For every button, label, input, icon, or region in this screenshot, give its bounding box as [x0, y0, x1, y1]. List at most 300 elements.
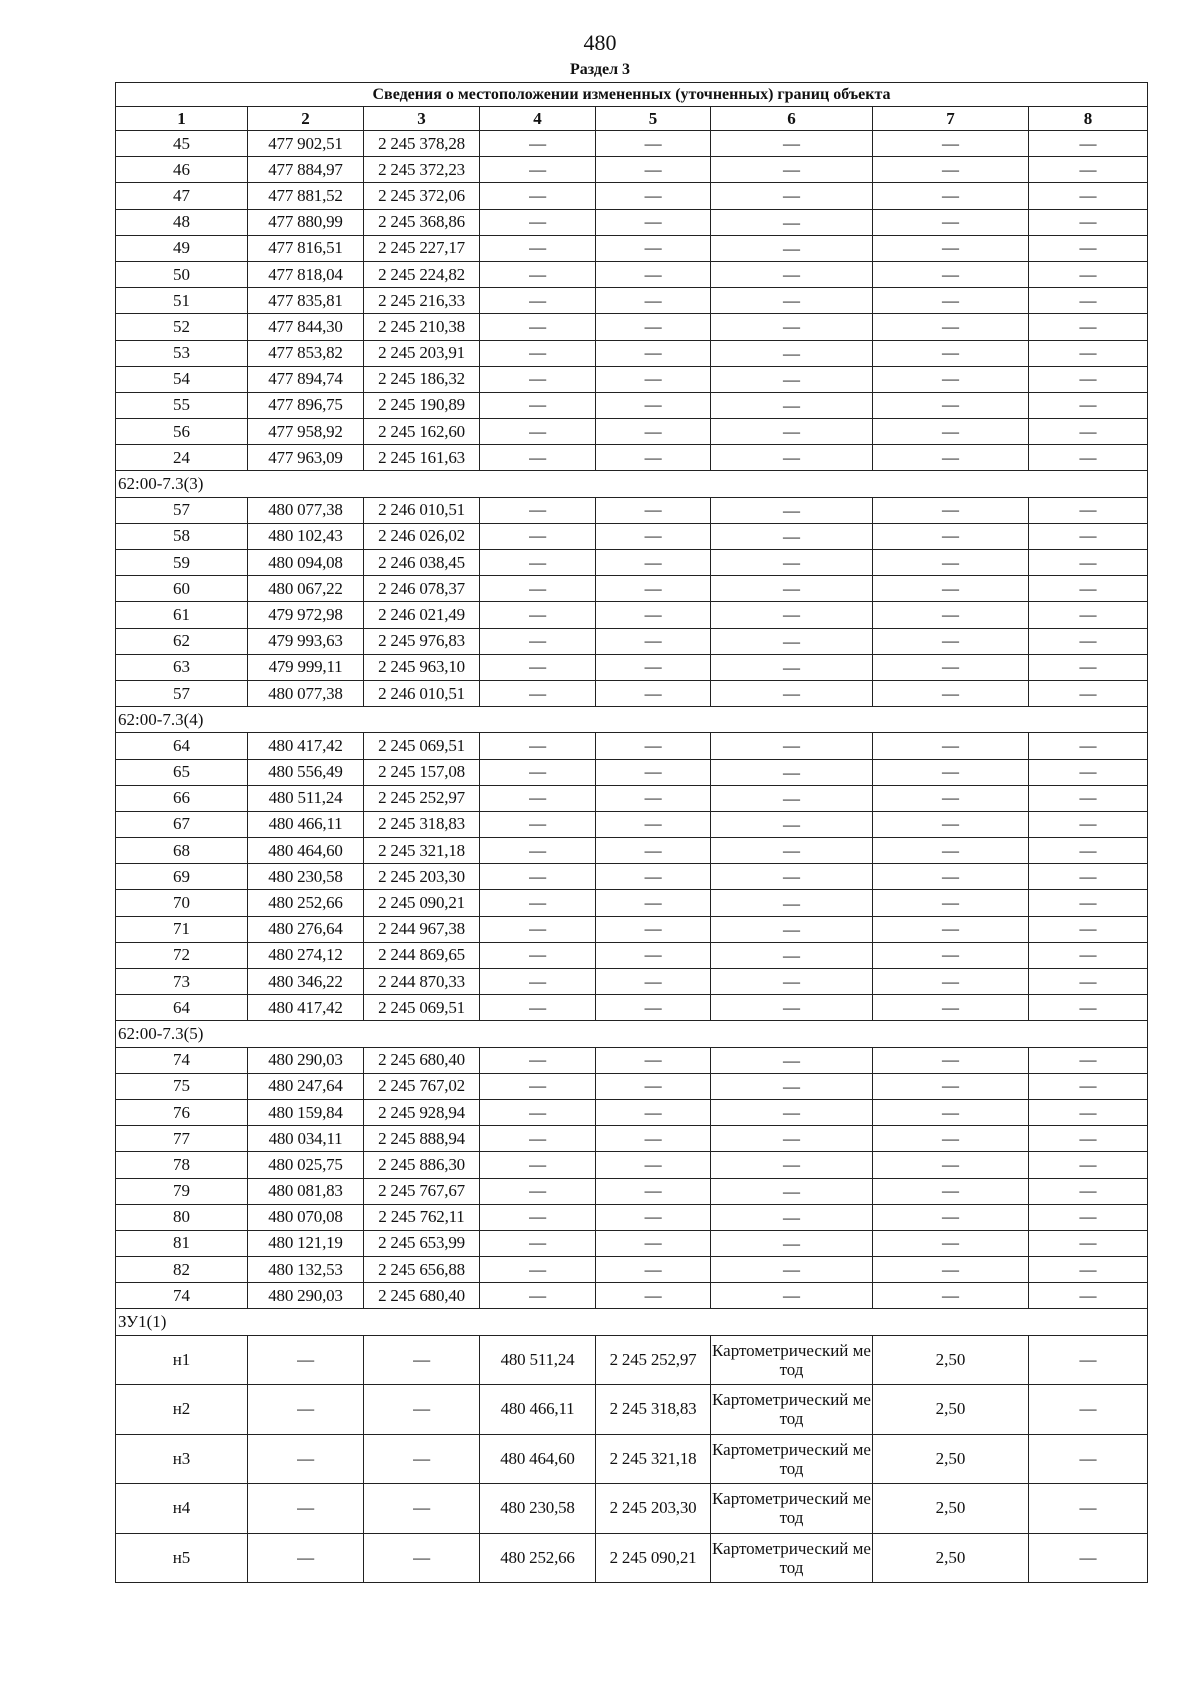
method-cell: —: [711, 890, 873, 916]
cell-col-8: —: [1029, 995, 1148, 1021]
table-row: [116, 864, 1148, 890]
column-header-1: 1: [116, 107, 248, 131]
cell-col-4: —: [480, 261, 596, 287]
point-number-cell: 70: [116, 890, 248, 916]
method-cell: Картометрический метод: [711, 1533, 873, 1583]
method-cell: —: [711, 419, 873, 445]
point-number-cell: 73: [116, 969, 248, 995]
cell-col-2: 480 067,22: [248, 576, 364, 602]
boundary-coordinates-table: [115, 82, 1148, 1583]
method-cell: —: [711, 209, 873, 235]
cell-col-7: —: [873, 1204, 1029, 1230]
cell-col-2: —: [248, 1484, 364, 1534]
cell-col-5: —: [596, 942, 711, 968]
method-cell: —: [711, 1283, 873, 1309]
cell-col-5: —: [596, 1283, 711, 1309]
cell-col-5: —: [596, 890, 711, 916]
cell-col-4: —: [480, 157, 596, 183]
cell-col-8: —: [1029, 1047, 1148, 1073]
point-number-cell: 74: [116, 1047, 248, 1073]
point-number-cell: 52: [116, 314, 248, 340]
cell-col-5: —: [596, 209, 711, 235]
cell-col-7: —: [873, 340, 1029, 366]
cell-col-5: 2 245 090,21: [596, 1533, 711, 1583]
method-cell: —: [711, 1178, 873, 1204]
table-row: [116, 157, 1148, 183]
group-header-row: [116, 471, 1148, 497]
cell-col-4: —: [480, 916, 596, 942]
cell-col-8: —: [1029, 261, 1148, 287]
cell-col-3: 2 245 653,99: [364, 1230, 480, 1256]
table-row: [116, 419, 1148, 445]
group-header-row: [116, 1021, 1148, 1047]
cell-col-5: —: [596, 785, 711, 811]
point-number-cell: 79: [116, 1178, 248, 1204]
point-number-cell: 77: [116, 1126, 248, 1152]
cell-col-4: —: [480, 576, 596, 602]
column-header-2: 2: [248, 107, 364, 131]
table-title: Сведения о местоположении измененных (уточненных) границ объекта: [116, 83, 1148, 107]
point-number-cell: 68: [116, 838, 248, 864]
method-cell: —: [711, 366, 873, 392]
cell-col-7: —: [873, 157, 1029, 183]
cell-col-4: —: [480, 366, 596, 392]
cell-col-7: —: [873, 183, 1029, 209]
cell-col-5: —: [596, 1204, 711, 1230]
cell-col-2: 477 963,09: [248, 445, 364, 471]
cell-col-8: —: [1029, 157, 1148, 183]
cell-col-3: 2 245 372,06: [364, 183, 480, 209]
cell-col-2: 477 835,81: [248, 288, 364, 314]
cell-col-7: —: [873, 366, 1029, 392]
cell-col-4: —: [480, 1204, 596, 1230]
point-number-cell: 74: [116, 1283, 248, 1309]
cell-col-2: 480 077,38: [248, 497, 364, 523]
cell-col-3: 2 245 976,83: [364, 628, 480, 654]
point-number-cell: 75: [116, 1073, 248, 1099]
cell-col-2: —: [248, 1434, 364, 1484]
cell-col-3: 2 245 680,40: [364, 1283, 480, 1309]
cell-col-2: —: [248, 1533, 364, 1583]
point-number-cell: 53: [116, 340, 248, 366]
cell-col-7: —: [873, 628, 1029, 654]
cell-col-3: 2 245 227,17: [364, 235, 480, 261]
group-header-row: [116, 1309, 1148, 1335]
table-row: [116, 759, 1148, 785]
cell-col-3: 2 245 378,28: [364, 131, 480, 157]
table-row: [116, 1434, 1148, 1484]
cell-col-3: 2 245 886,30: [364, 1152, 480, 1178]
table-row: [116, 131, 1148, 157]
table-row: [116, 366, 1148, 392]
point-number-cell: 49: [116, 235, 248, 261]
cell-col-7: —: [873, 1178, 1029, 1204]
cell-col-3: —: [364, 1533, 480, 1583]
cell-col-2: 477 853,82: [248, 340, 364, 366]
cell-col-3: 2 246 078,37: [364, 576, 480, 602]
cell-col-4: 480 252,66: [480, 1533, 596, 1583]
cell-col-5: —: [596, 288, 711, 314]
table-row: [116, 628, 1148, 654]
point-number-cell: 78: [116, 1152, 248, 1178]
method-cell: —: [711, 680, 873, 706]
cell-col-4: 480 230,58: [480, 1484, 596, 1534]
cell-col-8: —: [1029, 523, 1148, 549]
group-label: 62:00-7.3(3): [116, 471, 1148, 497]
cell-col-5: —: [596, 523, 711, 549]
column-header-4: 4: [480, 107, 596, 131]
table-row: [116, 235, 1148, 261]
cell-col-2: 480 466,11: [248, 811, 364, 837]
cell-col-8: —: [1029, 183, 1148, 209]
method-cell: —: [711, 602, 873, 628]
cell-col-5: —: [596, 497, 711, 523]
cell-col-8: —: [1029, 942, 1148, 968]
cell-col-7: —: [873, 523, 1029, 549]
table-row: [116, 995, 1148, 1021]
method-cell: Картометрический метод: [711, 1434, 873, 1484]
table-row: [116, 314, 1148, 340]
method-cell: Картометрический метод: [711, 1335, 873, 1385]
cell-col-5: —: [596, 680, 711, 706]
cell-col-3: 2 244 870,33: [364, 969, 480, 995]
cell-col-4: —: [480, 235, 596, 261]
cell-col-8: —: [1029, 1073, 1148, 1099]
cell-col-8: —: [1029, 733, 1148, 759]
cell-col-3: 2 245 680,40: [364, 1047, 480, 1073]
table-title-row: [116, 83, 1148, 107]
cell-col-8: —: [1029, 838, 1148, 864]
cell-col-3: 2 246 038,45: [364, 550, 480, 576]
cell-col-2: 480 121,19: [248, 1230, 364, 1256]
table-row: [116, 602, 1148, 628]
cell-col-8: —: [1029, 1126, 1148, 1152]
cell-col-2: 477 884,97: [248, 157, 364, 183]
cell-col-2: 480 034,11: [248, 1126, 364, 1152]
table-row: [116, 1152, 1148, 1178]
cell-col-4: 480 511,24: [480, 1335, 596, 1385]
cell-col-7: —: [873, 654, 1029, 680]
method-cell: —: [711, 864, 873, 890]
cell-col-3: 2 245 069,51: [364, 733, 480, 759]
cell-col-3: 2 245 216,33: [364, 288, 480, 314]
point-number-cell: 24: [116, 445, 248, 471]
cell-col-3: 2 245 203,30: [364, 864, 480, 890]
cell-col-5: —: [596, 445, 711, 471]
cell-col-8: —: [1029, 1152, 1148, 1178]
cell-col-4: —: [480, 523, 596, 549]
cell-col-7: —: [873, 785, 1029, 811]
cell-col-5: —: [596, 1047, 711, 1073]
method-cell: —: [711, 497, 873, 523]
table-row: [116, 1283, 1148, 1309]
cell-col-8: —: [1029, 366, 1148, 392]
cell-col-5: 2 245 318,83: [596, 1385, 711, 1435]
cell-col-2: 480 346,22: [248, 969, 364, 995]
point-number-cell: 62: [116, 628, 248, 654]
cell-col-8: —: [1029, 497, 1148, 523]
table-row: [116, 445, 1148, 471]
cell-col-7: —: [873, 1099, 1029, 1125]
point-number-cell: 56: [116, 419, 248, 445]
cell-col-3: 2 245 928,94: [364, 1099, 480, 1125]
cell-col-3: 2 245 963,10: [364, 654, 480, 680]
cell-col-4: —: [480, 1230, 596, 1256]
cell-col-7: —: [873, 680, 1029, 706]
cell-col-5: —: [596, 366, 711, 392]
cell-col-7: —: [873, 550, 1029, 576]
cell-col-3: —: [364, 1335, 480, 1385]
cell-col-2: —: [248, 1335, 364, 1385]
cell-col-3: 2 246 021,49: [364, 602, 480, 628]
cell-col-7: —: [873, 733, 1029, 759]
cell-col-4: —: [480, 942, 596, 968]
method-cell: —: [711, 785, 873, 811]
cell-col-3: 2 244 869,65: [364, 942, 480, 968]
cell-col-4: —: [480, 340, 596, 366]
group-label: 62:00-7.3(5): [116, 1021, 1148, 1047]
cell-col-4: —: [480, 1099, 596, 1125]
cell-col-8: —: [1029, 1484, 1148, 1534]
cell-col-3: 2 245 157,08: [364, 759, 480, 785]
table-row: [116, 1178, 1148, 1204]
table-row: [116, 680, 1148, 706]
cell-col-3: 2 245 069,51: [364, 995, 480, 1021]
method-cell: —: [711, 131, 873, 157]
cell-col-2: 480 132,53: [248, 1257, 364, 1283]
method-cell: —: [711, 838, 873, 864]
cell-col-5: —: [596, 654, 711, 680]
table-row: [116, 811, 1148, 837]
point-number-cell: 71: [116, 916, 248, 942]
cell-col-2: 480 094,08: [248, 550, 364, 576]
cell-col-8: —: [1029, 1533, 1148, 1583]
cell-col-8: —: [1029, 1257, 1148, 1283]
cell-col-3: 2 245 888,94: [364, 1126, 480, 1152]
cell-col-8: —: [1029, 1230, 1148, 1256]
cell-col-8: —: [1029, 131, 1148, 157]
method-cell: —: [711, 628, 873, 654]
table-row: [116, 340, 1148, 366]
point-number-cell: 59: [116, 550, 248, 576]
cell-col-7: —: [873, 1257, 1029, 1283]
cell-col-7: —: [873, 1283, 1029, 1309]
cell-col-2: 480 077,38: [248, 680, 364, 706]
cell-col-2: 477 880,99: [248, 209, 364, 235]
cell-col-2: 477 894,74: [248, 366, 364, 392]
cell-col-4: —: [480, 183, 596, 209]
column-header-row: [116, 107, 1148, 131]
cell-col-2: 480 252,66: [248, 890, 364, 916]
method-cell: —: [711, 1126, 873, 1152]
cell-col-2: 477 881,52: [248, 183, 364, 209]
cell-col-8: —: [1029, 1434, 1148, 1484]
cell-col-8: —: [1029, 680, 1148, 706]
point-number-cell: 80: [116, 1204, 248, 1230]
table-row: [116, 1533, 1148, 1583]
cell-col-3: 2 245 186,32: [364, 366, 480, 392]
cell-col-7: —: [873, 235, 1029, 261]
cell-col-3: 2 245 190,89: [364, 392, 480, 418]
cell-col-7: —: [873, 995, 1029, 1021]
cell-col-7: —: [873, 838, 1029, 864]
cell-col-4: —: [480, 131, 596, 157]
point-number-cell: 51: [116, 288, 248, 314]
cell-col-2: 480 276,64: [248, 916, 364, 942]
cell-col-4: —: [480, 550, 596, 576]
cell-col-2: 477 896,75: [248, 392, 364, 418]
cell-col-3: 2 246 026,02: [364, 523, 480, 549]
cell-col-8: —: [1029, 1283, 1148, 1309]
cell-col-2: 477 844,30: [248, 314, 364, 340]
cell-col-8: —: [1029, 235, 1148, 261]
cell-col-4: —: [480, 654, 596, 680]
cell-col-8: —: [1029, 340, 1148, 366]
point-number-cell: 76: [116, 1099, 248, 1125]
point-number-cell: н1: [116, 1335, 248, 1385]
table-row: [116, 1385, 1148, 1435]
table-row: [116, 1099, 1148, 1125]
cell-col-2: 480 070,08: [248, 1204, 364, 1230]
cell-col-7: 2,50: [873, 1484, 1029, 1534]
method-cell: —: [711, 995, 873, 1021]
cell-col-5: —: [596, 157, 711, 183]
cell-col-2: 477 818,04: [248, 261, 364, 287]
point-number-cell: 82: [116, 1257, 248, 1283]
cell-col-7: —: [873, 392, 1029, 418]
point-number-cell: н5: [116, 1533, 248, 1583]
method-cell: —: [711, 235, 873, 261]
method-cell: —: [711, 1257, 873, 1283]
method-cell: —: [711, 1099, 873, 1125]
cell-col-8: —: [1029, 209, 1148, 235]
table-row: [116, 523, 1148, 549]
cell-col-5: —: [596, 419, 711, 445]
point-number-cell: н2: [116, 1385, 248, 1435]
table-row: [116, 497, 1148, 523]
cell-col-8: —: [1029, 1204, 1148, 1230]
method-cell: —: [711, 969, 873, 995]
cell-col-4: —: [480, 419, 596, 445]
table-row: [116, 1073, 1148, 1099]
column-header-5: 5: [596, 107, 711, 131]
cell-col-3: —: [364, 1434, 480, 1484]
cell-col-2: 480 556,49: [248, 759, 364, 785]
cell-col-3: 2 245 224,82: [364, 261, 480, 287]
cell-col-8: —: [1029, 759, 1148, 785]
cell-col-8: —: [1029, 890, 1148, 916]
cell-col-2: 479 972,98: [248, 602, 364, 628]
cell-col-7: —: [873, 497, 1029, 523]
cell-col-2: 480 247,64: [248, 1073, 364, 1099]
point-number-cell: 65: [116, 759, 248, 785]
cell-col-5: —: [596, 1230, 711, 1256]
table-row: [116, 550, 1148, 576]
table-row: [116, 1484, 1148, 1534]
method-cell: —: [711, 261, 873, 287]
cell-col-4: —: [480, 1073, 596, 1099]
section-title: Раздел 3: [569, 61, 631, 78]
point-number-cell: 63: [116, 654, 248, 680]
cell-col-4: —: [480, 1152, 596, 1178]
method-cell: —: [711, 288, 873, 314]
table-row: [116, 1230, 1148, 1256]
cell-col-8: —: [1029, 1335, 1148, 1385]
point-number-cell: 64: [116, 733, 248, 759]
method-cell: —: [711, 576, 873, 602]
method-cell: —: [711, 183, 873, 209]
cell-col-5: —: [596, 392, 711, 418]
table-row: [116, 942, 1148, 968]
point-number-cell: 72: [116, 942, 248, 968]
method-cell: —: [711, 1230, 873, 1256]
cell-col-3: —: [364, 1385, 480, 1435]
cell-col-3: 2 244 967,38: [364, 916, 480, 942]
column-header-3: 3: [364, 107, 480, 131]
table-row: [116, 785, 1148, 811]
cell-col-7: —: [873, 209, 1029, 235]
cell-col-5: —: [596, 811, 711, 837]
method-cell: —: [711, 550, 873, 576]
cell-col-4: —: [480, 497, 596, 523]
cell-col-4: —: [480, 811, 596, 837]
cell-col-7: —: [873, 759, 1029, 785]
cell-col-5: —: [596, 235, 711, 261]
cell-col-4: —: [480, 1047, 596, 1073]
cell-col-5: 2 245 321,18: [596, 1434, 711, 1484]
cell-col-7: —: [873, 261, 1029, 287]
point-number-cell: н3: [116, 1434, 248, 1484]
cell-col-8: —: [1029, 1178, 1148, 1204]
cell-col-2: 480 290,03: [248, 1283, 364, 1309]
point-number-cell: 67: [116, 811, 248, 837]
method-cell: —: [711, 942, 873, 968]
cell-col-2: 480 464,60: [248, 838, 364, 864]
cell-col-8: —: [1029, 288, 1148, 314]
cell-col-5: —: [596, 183, 711, 209]
cell-col-8: —: [1029, 1385, 1148, 1435]
cell-col-4: —: [480, 288, 596, 314]
cell-col-8: —: [1029, 785, 1148, 811]
cell-col-5: —: [596, 1126, 711, 1152]
cell-col-3: 2 245 767,02: [364, 1073, 480, 1099]
table-row: [116, 890, 1148, 916]
cell-col-2: 480 274,12: [248, 942, 364, 968]
cell-col-4: —: [480, 733, 596, 759]
cell-col-5: —: [596, 838, 711, 864]
point-number-cell: н4: [116, 1484, 248, 1534]
cell-col-2: 479 993,63: [248, 628, 364, 654]
method-cell: —: [711, 523, 873, 549]
cell-col-4: —: [480, 1126, 596, 1152]
cell-col-2: 480 511,24: [248, 785, 364, 811]
cell-col-3: 2 245 767,67: [364, 1178, 480, 1204]
cell-col-7: —: [873, 576, 1029, 602]
group-label: 62:00-7.3(4): [116, 707, 1148, 733]
cell-col-7: —: [873, 419, 1029, 445]
cell-col-2: 477 902,51: [248, 131, 364, 157]
cell-col-5: —: [596, 759, 711, 785]
cell-col-5: —: [596, 261, 711, 287]
cell-col-3: 2 245 372,23: [364, 157, 480, 183]
page-number: 480: [583, 30, 617, 55]
point-number-cell: 58: [116, 523, 248, 549]
cell-col-5: —: [596, 1073, 711, 1099]
table-row: [116, 392, 1148, 418]
method-cell: —: [711, 654, 873, 680]
cell-col-7: —: [873, 1152, 1029, 1178]
cell-col-8: —: [1029, 969, 1148, 995]
